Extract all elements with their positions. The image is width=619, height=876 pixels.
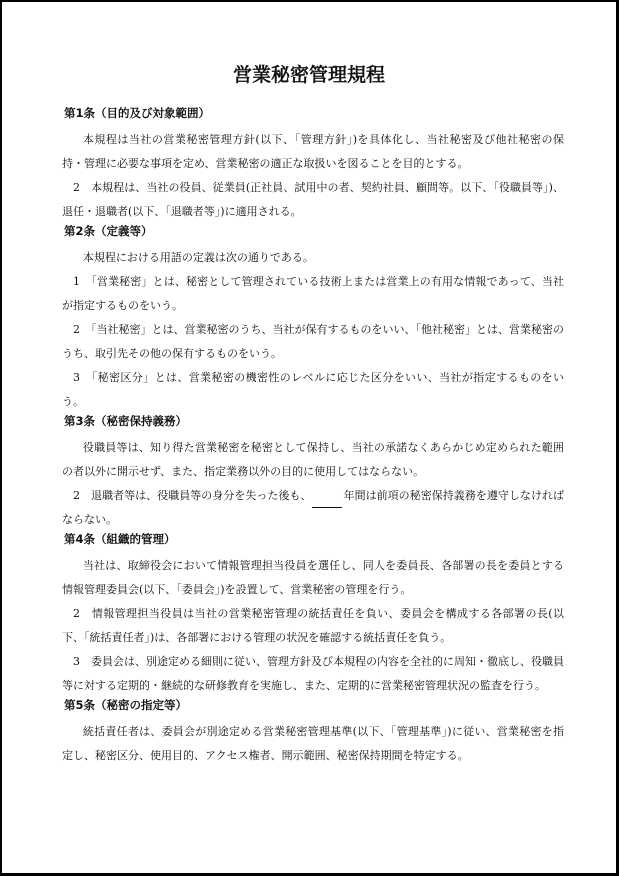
article-paragraph: 3 委員会は、別途定める細則に従い、管理方針及び本規程の内容を全社的に周知・徹底し、役職員等に対する定期的・継続的な研修教育を実施し、また、定期的に営業秘密管理状況の監査を行う。 [62,655,564,692]
fill-in-blank [312,493,342,508]
paragraph-text: 年間は前項の秘密保持義務を遵守しなければならない。 [62,489,565,526]
article-4 [62,532,564,698]
article-1 [62,106,564,224]
article-paragraph: 当社は、取締役会において情報管理担当役員を選任し、同人を委員長、各部署の長を委員とする情報管理委員会(以下、「委員会」)を設置して、営業秘密の管理を行う。 [62,559,564,596]
article-paragraph: 3 「秘密区分」とは、営業秘密の機密性のレベルに応じた区分をいい、当社が指定するものをいう。 [62,371,564,408]
article-heading: 第2条（定義等） [64,224,153,238]
paragraph-text: 2 退職者等は、役職員等の身分を失った後も、 [73,489,312,502]
article-paragraph: 本規程は当社の営業秘密管理方針(以下、「管理方針」)を具体化し、当社秘密及び他社秘密の保持・管理に必要な事項を定め、営業秘密の適正な取扱いを図ることを目的とする。 [62,133,564,170]
article-paragraph: 本規程における用語の定義は次の通りである。 [82,251,314,264]
document-body [62,106,564,768]
article-paragraph: 役職員等は、知り得た営業秘密を秘密として保持し、当社の承諾なくあらかじめ定められた範囲の者以外に開示せず、また、指定業務以外の目的に使用してはならない。 [62,441,564,478]
article-heading: 第4条（組織的管理） [64,532,176,546]
article-paragraph: 1 「営業秘密」とは、秘密として管理されている技術上または営業上の有用な情報であって、当社が指定するものをいう。 [62,275,564,312]
article-paragraph: 2 「当社秘密」とは、営業秘密のうち、当社が保有するものをいい、「他社秘密」とは、営業秘密のうち、取引先その他の保有するものをいう。 [62,323,564,360]
article-heading: 第1条（目的及び対象範囲） [64,106,211,120]
article-heading: 第3条（秘密保持義務） [64,414,188,428]
article-3 [62,414,564,532]
article-paragraph-with-blank [62,484,564,532]
article-paragraph: 2 本規程は、当社の役員、従業員(正社員、試用中の者、契約社員、顧問等。以下、「役職員等」)、退任・退職者(以下、「退職者等」)に適用される。 [62,181,564,218]
document-title: 営業秘密管理規程 [232,64,385,86]
article-heading: 第5条（秘密の指定等） [64,698,188,712]
article-5 [62,698,564,768]
article-paragraph: 2 情報管理担当役員は当社の営業秘密管理の統括責任を負い、委員会を構成する各部署の長(以下、「統括責任者」)は、各部署における管理の状況を確認する統括責任を負う。 [62,607,564,644]
article-2 [62,224,564,414]
article-paragraph: 統括責任者は、委員会が別途定める営業秘密管理基準(以下、「管理基準」)に従い、営業秘密を指定し、秘密区分、使用目的、アクセス権者、開示範囲、秘密保持期間を特定する。 [62,725,564,762]
